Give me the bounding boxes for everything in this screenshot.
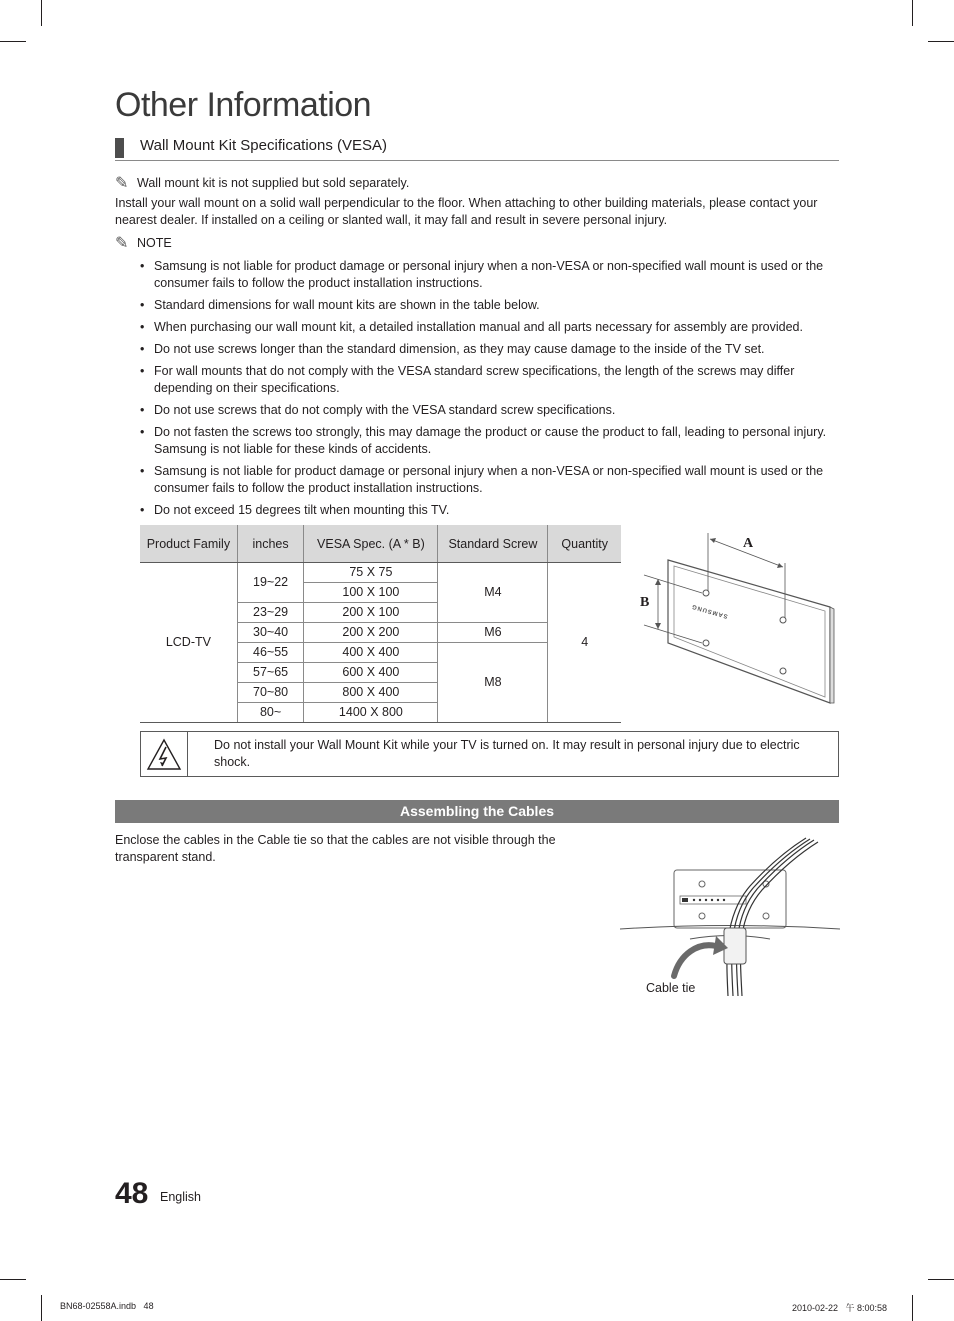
crop-mark	[0, 41, 26, 42]
crop-mark	[41, 0, 42, 26]
crop-mark	[912, 1295, 913, 1321]
list-item: • Do not exceed 15 degrees tilt when mounting this TV.	[138, 502, 838, 519]
inches-cell: 57~65	[237, 663, 304, 683]
header-standard-screw: Standard Screw	[438, 525, 548, 563]
list-item: • When purchasing our wall mount kit, a detailed installation manual and all parts necessary for assembly are provided.	[138, 319, 838, 336]
spec-cell: 200 X 200	[304, 623, 438, 643]
footer-file: BN68-02558A.indb 48	[60, 1301, 154, 1311]
spec-cell: 200 X 100	[304, 603, 438, 623]
spec-cell: 75 X 75	[304, 563, 438, 583]
intro-note-text: Wall mount kit is not supplied but sold separately.	[137, 176, 410, 190]
spec-cell: 100 X 100	[304, 583, 438, 603]
footer-timestamp: 2010-02-22 午 8:00:58	[792, 1303, 888, 1313]
install-text: Install your wall mount on a solid wall perpendicular to the floor. When attaching to other building materials, please contact your nearest dealer. If installed on a ceiling or slanted wall, it may fall and result in severe personal injury.	[115, 196, 818, 227]
quantity-cell: 4	[548, 563, 621, 723]
brand-logo: SAMSUNG	[690, 602, 729, 619]
section-heading	[115, 136, 839, 161]
label-b: B	[640, 595, 650, 610]
header-quantity: Quantity	[548, 525, 621, 563]
list-item: • For wall mounts that do not comply with the VESA standard screw specifications, the length of the screws may differ depending on their specifications.	[138, 363, 838, 397]
table-header-row	[140, 525, 621, 563]
spec-cell: 1400 X 800	[304, 703, 438, 723]
list-item: • Do not use screws that do not comply with the VESA standard screw specifications.	[138, 402, 838, 419]
subsection-title: Assembling the Cables	[115, 800, 839, 823]
inches-cell: 70~80	[237, 683, 304, 703]
caution-icon-cell	[141, 732, 188, 776]
note-heading	[115, 235, 172, 252]
list-item: • Do not use screws longer than the standard dimension, as they may cause damage to the inside of the TV set.	[138, 341, 838, 358]
inches-cell: 30~40	[237, 623, 304, 643]
label-a: A	[743, 536, 754, 551]
table-row	[140, 563, 621, 583]
list-item: • Standard dimensions for wall mount kits are shown in the table below.	[138, 297, 838, 314]
header-product-family: Product Family	[140, 525, 237, 563]
inches-cell: 46~55	[237, 643, 304, 663]
crop-mark	[41, 1295, 42, 1321]
intro-note	[115, 175, 409, 192]
cables-text: Enclose the cables in the Cable tie so that the cables are not visible through the transparent stand.	[115, 833, 556, 864]
crop-mark	[0, 1279, 26, 1280]
page-title: Other Information	[115, 86, 372, 124]
spec-cell: 800 X 400	[304, 683, 438, 703]
vesa-spec-table	[140, 525, 621, 723]
header-vesa-spec: VESA Spec. (A * B)	[304, 525, 438, 563]
cable-tie-illustration	[620, 836, 840, 1001]
spec-cell: 400 X 400	[304, 643, 438, 663]
screw-cell: M6	[438, 623, 548, 643]
section-marker	[115, 138, 124, 158]
inches-cell: 23~29	[237, 603, 304, 623]
cable-tie-label: Cable tie	[646, 981, 696, 995]
crop-mark	[928, 41, 954, 42]
tv-back-diagram	[630, 525, 840, 710]
list-item: • Do not fasten the screws too strongly, this may damage the product or cause the product to fall, leading to personal injury. Samsung is not liable for these kinds of accidents.	[138, 424, 838, 458]
note-label: NOTE	[137, 236, 172, 250]
pencil-note-icon: ✎	[115, 235, 129, 252]
note-list	[138, 258, 838, 524]
spec-cell: 600 X 400	[304, 663, 438, 683]
pencil-note-icon: ✎	[115, 175, 129, 192]
crop-mark	[912, 0, 913, 26]
section-title: Wall Mount Kit Specifications (VESA)	[140, 137, 388, 154]
caution-text: Do not install your Wall Mount Kit while your TV is turned on. It may result in personal injury due to electric shock.	[214, 738, 800, 769]
header-inches: inches	[237, 525, 304, 563]
crop-mark	[928, 1279, 954, 1280]
page-number: 48	[115, 1177, 149, 1210]
caution-box	[140, 731, 839, 777]
page-language: English	[160, 1190, 201, 1204]
family-cell: LCD-TV	[140, 563, 237, 723]
list-item: • Samsung is not liable for product damage or personal injury when a non-VESA or non-specified wall mount is used or the consumer fails to follow the product installation instructions.	[138, 463, 838, 497]
inches-cell: 19~22	[237, 563, 304, 603]
list-item: • Samsung is not liable for product damage or personal injury when a non-VESA or non-specified wall mount is used or the consumer fails to follow the product installation instructions.	[138, 258, 838, 292]
screw-cell: M8	[438, 643, 548, 723]
electric-hazard-icon	[141, 732, 187, 776]
inches-cell: 80~	[237, 703, 304, 723]
screw-cell: M4	[438, 563, 548, 623]
